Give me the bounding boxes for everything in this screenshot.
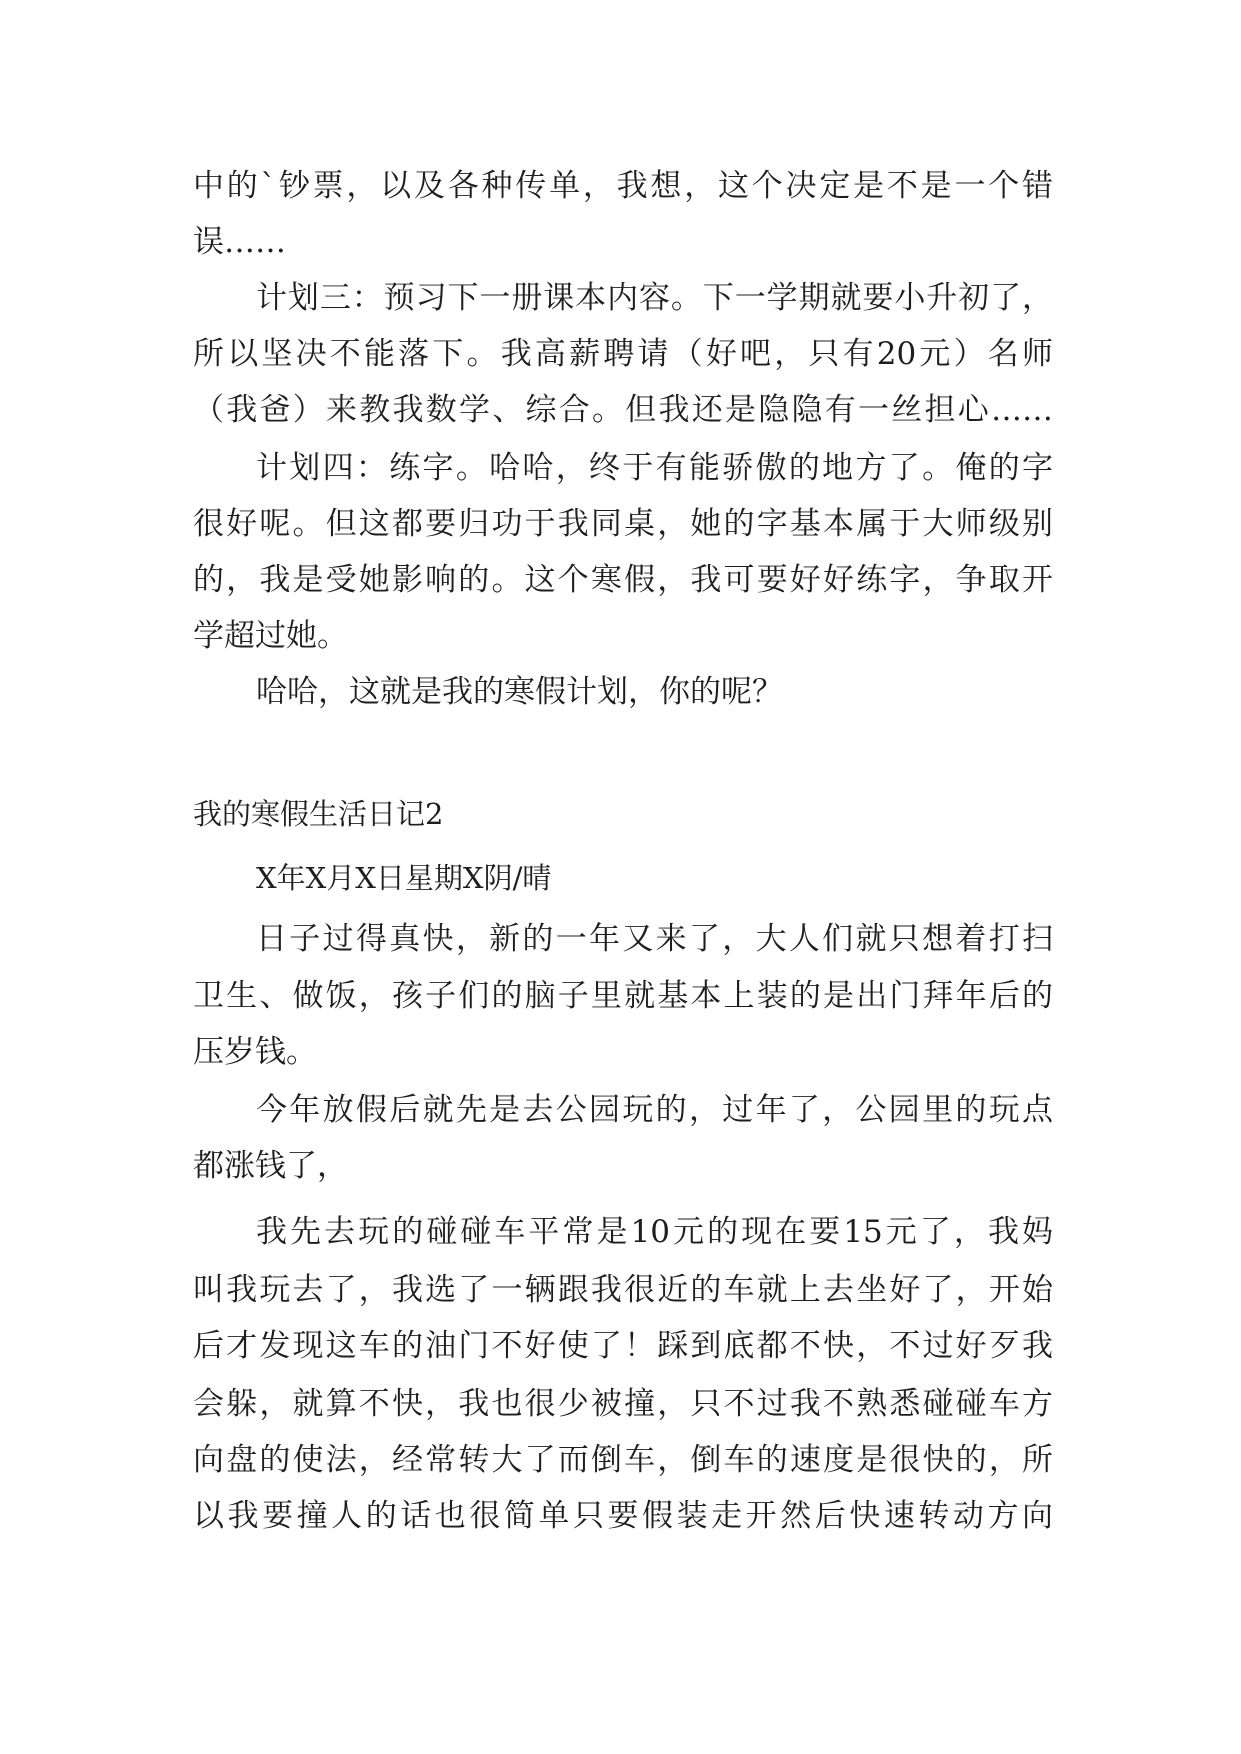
text-line: 日子过得真快，新的一年又来了，大人们就只想着打扫 [256, 921, 1053, 957]
text-line: （我爸）来教我数学、综合。但我还是隐隐有一丝担心…… [193, 392, 1053, 428]
text-line: 所以坚决不能落下。我高薪聘请（好吧，只有20元）名师 [193, 336, 1053, 372]
text-line: 都涨钱了， [193, 1148, 348, 1184]
section-heading: 我的寒假生活日记2 [193, 797, 444, 831]
text-line: 中的`钞票，以及各种传单，我想，这个决定是不是一个错 [193, 168, 1053, 204]
date-line: X年X月X日星期X阴/晴 [256, 861, 552, 895]
text-line: 的，我是受她影响的。这个寒假，我可要好好练字，争取开 [193, 562, 1053, 598]
text-line: 卫生、做饭，孩子们的脑子里就基本上装的是出门拜年后的 [193, 978, 1053, 1014]
text-line: 哈哈，这就是我的寒假计划，你的呢？ [256, 674, 783, 710]
text-line: 计划三：预习下一册课本内容。下一学期就要小升初了， [256, 280, 1053, 316]
text-line: 以我要撞人的话也很简单只要假装走开然后快速转动方向 [193, 1498, 1053, 1534]
text-line: 叫我玩去了，我选了一辆跟我很近的车就上去坐好了，开始 [193, 1272, 1053, 1308]
text-line: 向盘的使法，经常转大了而倒车，倒车的速度是很快的，所 [193, 1442, 1053, 1478]
text-line: 后才发现这车的油门不好使了！踩到底都不快，不过好歹我 [193, 1328, 1053, 1364]
text-line: 误…… [193, 224, 286, 260]
text-line: 学超过她。 [193, 618, 348, 654]
text-line: 会躲，就算不快，我也很少被撞，只不过我不熟悉碰碰车方 [193, 1386, 1053, 1422]
text-line: 压岁钱。 [193, 1034, 317, 1070]
text-line: 今年放假后就先是去公园玩的，过年了，公园里的玩点 [256, 1092, 1053, 1128]
text-line: 很好呢。但这都要归功于我同桌，她的字基本属于大师级别 [193, 506, 1053, 542]
text-line: 计划四：练字。哈哈，终于有能骄傲的地方了。俺的字 [256, 450, 1053, 486]
text-line: 我先去玩的碰碰车平常是10元的现在要15元了，我妈 [256, 1214, 1053, 1250]
